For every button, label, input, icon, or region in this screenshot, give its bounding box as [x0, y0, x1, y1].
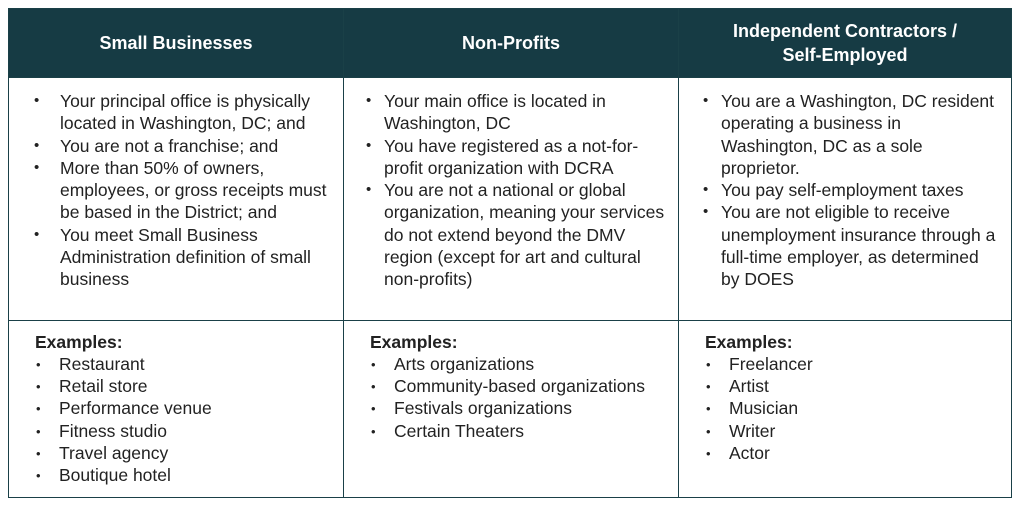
examples-title: Examples:	[370, 332, 458, 352]
header-independent-contractors	[679, 9, 1011, 78]
examples-title: Examples:	[35, 332, 123, 352]
header-text-line-1: Independent Contractors /	[732, 21, 957, 41]
example-item: • Retail store	[35, 375, 333, 397]
example-item: • Writer	[705, 420, 1001, 442]
criteria-list	[27, 90, 333, 291]
header-text: Non-Profits	[462, 33, 560, 53]
example-item: • Festivals organizations	[370, 397, 668, 419]
eligibility-table	[8, 8, 1012, 498]
examples-list	[35, 353, 333, 486]
criteria-item: • You meet Small Business Administration definition of small business	[27, 224, 333, 291]
examples-title: Examples:	[705, 332, 793, 352]
example-item: • Boutique hotel	[35, 464, 333, 486]
header-non-profits	[344, 9, 679, 78]
criteria-item: • More than 50% of owners, employees, or gross receipts must be based in the District; and	[27, 157, 333, 224]
criteria-item: • You are a Washington, DC resident operating a business in Washington, DC as a sole proprietor.	[697, 90, 1001, 179]
criteria-list	[697, 90, 1001, 291]
criteria-item: • You have registered as a not-for-profit organization with DCRA	[362, 135, 668, 180]
header-text: Small Businesses	[99, 33, 253, 53]
criteria-item: • Your main office is located in Washington, DC	[362, 90, 668, 135]
criteria-item: • You are not eligible to receive unemployment insurance through a full-time employer, as determined by DOES	[697, 201, 1001, 290]
example-item: • Musician	[705, 397, 1001, 419]
examples-non-profits	[344, 321, 679, 497]
example-item: • Performance venue	[35, 397, 333, 419]
header-text-line-2: Self-Employed	[782, 45, 908, 65]
examples-list	[370, 353, 668, 442]
examples-independent-contractors	[679, 321, 1011, 497]
criteria-item: • You are not a franchise; and	[27, 135, 333, 157]
example-item: • Community-based organizations	[370, 375, 668, 397]
example-item: • Fitness studio	[35, 420, 333, 442]
criteria-list	[362, 90, 668, 291]
criteria-item: • You pay self-employment taxes	[697, 179, 1001, 201]
criteria-item: • Your principal office is physically located in Washington, DC; and	[27, 90, 333, 135]
criteria-item: • You are not a national or global organization, meaning your services do not extend beyond the DMV region (except for art and cultural non-profits)	[362, 179, 668, 290]
example-item: • Travel agency	[35, 442, 333, 464]
examples-list	[705, 353, 1001, 464]
example-item: • Restaurant	[35, 353, 333, 375]
example-item: • Certain Theaters	[370, 420, 668, 442]
criteria-small-businesses	[9, 78, 344, 321]
example-item: • Artist	[705, 375, 1001, 397]
criteria-non-profits	[344, 78, 679, 321]
criteria-independent-contractors	[679, 78, 1011, 321]
examples-small-businesses	[9, 321, 344, 497]
header-small-businesses	[9, 9, 344, 78]
example-item: • Actor	[705, 442, 1001, 464]
example-item: • Arts organizations	[370, 353, 668, 375]
example-item: • Freelancer	[705, 353, 1001, 375]
